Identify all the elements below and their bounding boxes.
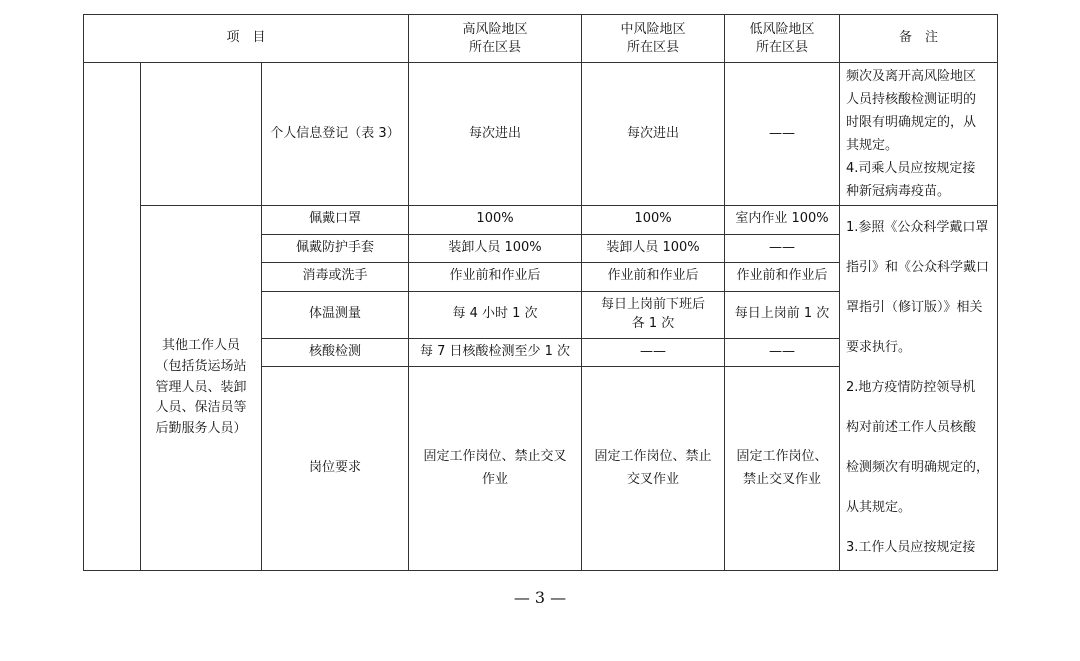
table-row (84, 206, 998, 235)
cell-high: 每次进出 (409, 63, 582, 206)
header-low-line2: 所在区县 (756, 39, 809, 55)
note-line: 2.地方疫情防控领导机 (846, 380, 976, 395)
cell-high: 作业前和作业后 (409, 263, 582, 292)
cell-low: 室内作业 100% (725, 206, 840, 235)
cell-low: —— (725, 63, 840, 206)
header-high-line1: 高风险地区 (462, 21, 528, 37)
cell-low: —— (725, 234, 840, 263)
header-note: 备 注 (840, 15, 998, 63)
cell-low: —— (725, 338, 840, 367)
header-mid-line1: 中风险地区 (620, 21, 686, 37)
category-line: （包括货运场站 (155, 358, 247, 374)
note-line: 罩指引（修订版）》相关 (846, 300, 983, 315)
cell-mid: 每日上岗前下班后各 1 次 (582, 291, 725, 338)
note-line: 从其规定。 (846, 500, 912, 515)
cell-high: 每 4 小时 1 次 (409, 291, 582, 338)
header-mid-line2: 所在区县 (627, 39, 680, 55)
other-staff-category (141, 206, 262, 571)
category-line: 后勤服务人员） (155, 421, 247, 437)
note-line: 要求执行。 (846, 340, 912, 355)
row-label: 佩戴口罩 (262, 206, 409, 235)
category-line: 人员、保洁员等 (155, 400, 247, 416)
cell-mid: 每次进出 (582, 63, 725, 206)
note-line: 频次及离开高风险地区 (846, 69, 977, 84)
cell-high: 固定工作岗位、禁止交叉作业 (409, 367, 582, 571)
cell-high: 每 7 日核酸检测至少 1 次 (409, 338, 582, 367)
header-high-line2: 所在区县 (469, 39, 522, 55)
note-line: 种新冠病毒疫苗。 (846, 184, 951, 199)
header-low-risk (725, 15, 840, 63)
cell-low: 固定工作岗位、禁止交叉作业 (725, 367, 840, 571)
header-item: 项 目 (84, 15, 409, 63)
registration-category-cell (141, 63, 262, 206)
note-cell-2 (840, 206, 998, 571)
cell-mid: 100% (582, 206, 725, 235)
note-line: 1.参照《公众科学戴口罩 (846, 220, 989, 235)
note-line: 指引》和《公众科学戴口 (846, 260, 990, 275)
cell-mid: 固定工作岗位、禁止交叉作业 (582, 367, 725, 571)
note-line: 3.工作人员应按规定接 (846, 540, 976, 555)
note-line: 其规定。 (846, 138, 899, 153)
cell-low: 作业前和作业后 (725, 263, 840, 292)
row-label: 佩戴防护手套 (262, 234, 409, 263)
cell-high: 装卸人员 100% (409, 234, 582, 263)
row-label: 核酸检测 (262, 338, 409, 367)
row-label: 个人信息登记（表 3） (262, 63, 409, 206)
note-line: 检测频次有明确规定的， (846, 460, 990, 475)
note-line: 人员持核酸检测证明的 (846, 92, 977, 107)
header-high-risk (409, 15, 582, 63)
note-cell-1 (840, 63, 998, 206)
row-label: 消毒或洗手 (262, 263, 409, 292)
table-row (84, 63, 998, 206)
page-number: — 3 — (513, 588, 567, 607)
row-label: 体温测量 (262, 291, 409, 338)
header-mid-risk (582, 15, 725, 63)
cell-high: 100% (409, 206, 582, 235)
category-line: 其他工作人员 (161, 338, 240, 353)
header-low-line1: 低风险地区 (749, 21, 815, 37)
note-line: 构对前述工作人员核酸 (846, 420, 977, 435)
outer-category-cell (84, 63, 141, 571)
cell-mid: 装卸人员 100% (582, 234, 725, 263)
header-row (84, 15, 998, 63)
cell-mid: 作业前和作业后 (582, 263, 725, 292)
cell-low: 每日上岗前 1 次 (725, 291, 840, 338)
cell-mid: —— (582, 338, 725, 367)
note-line: 时限有明确规定的，从 (846, 115, 977, 130)
category-line: 管理人员、装卸 (155, 379, 247, 395)
row-label: 岗位要求 (262, 367, 409, 571)
note-line: 4.司乘人员应按规定接 (846, 161, 976, 176)
epidemic-control-table (83, 14, 998, 571)
